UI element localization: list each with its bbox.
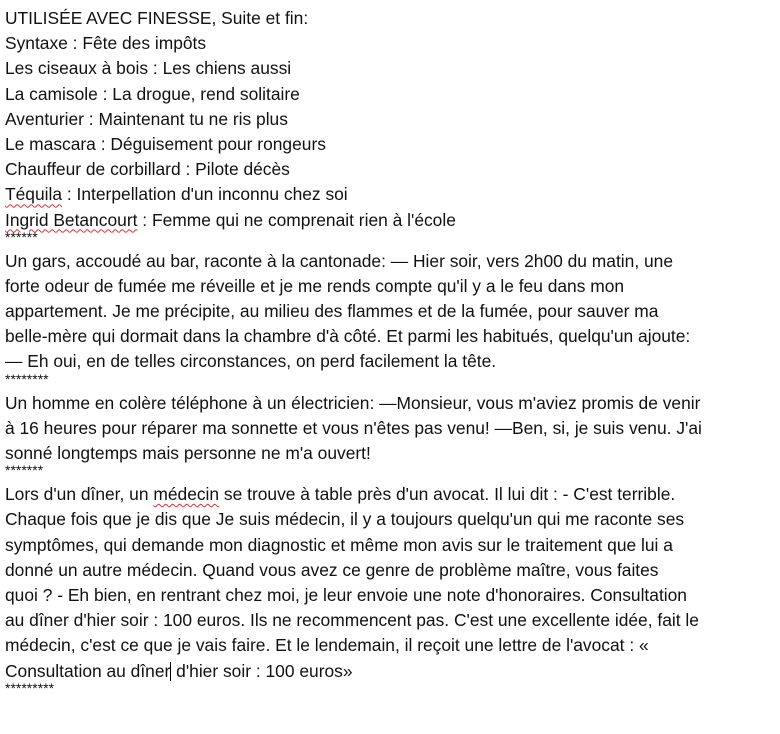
definition-term: Le mascara <box>5 133 96 154</box>
definition-text: Fête des impôts <box>82 33 207 54</box>
definition-term: Chauffeur de corbillard <box>5 159 181 180</box>
document-title: UTILISÉE AVEC FINESSE, Suite et fin: <box>5 8 309 28</box>
definition-separator: : <box>95 133 111 154</box>
definition-text: Maintenant tu ne ris plus <box>98 108 288 129</box>
paragraph-line: au dîner d'hier soir : 100 euros. Ils ne recommencent pas. C'est une excellente idée, fait le <box>5 610 699 631</box>
definition-term: Syntaxe <box>5 33 68 54</box>
definition-item <box>5 31 777 56</box>
paragraph-text: Lors d'un dîner, un <box>5 484 154 505</box>
paragraph-line: quoi ? - Eh bien, en rentrant chez moi, je leur envoie une note d'honoraires. Consultation <box>5 584 687 605</box>
paragraph-line: belle-mère qui dormait dans la chambre d'à côté. Et parmi les habitués, quelqu'un ajoute: <box>5 326 691 347</box>
definition-text: La drogue, rend solitaire <box>112 83 300 104</box>
paragraph-line: — Eh oui, en de telles circonstances, on perd facilement la tête. <box>5 351 497 372</box>
paragraph-line: Un homme en colère téléphone à un électricien: —Monsieur, vous m'aviez promis de venir <box>5 392 701 413</box>
definition-text: Déguisement pour rongeurs <box>110 133 326 154</box>
joke-paragraph <box>5 249 777 375</box>
paragraph-text: se trouve à table près d'un avocat. Il lui dit : - C'est terrible. <box>219 484 676 505</box>
definition-text: Les chiens aussi <box>162 58 292 79</box>
definition-term-misspelled[interactable]: Ingrid Betancourt <box>5 209 138 230</box>
paragraph-text: d'hier soir : 100 euros» <box>171 660 353 681</box>
definition-term: La camisole <box>5 83 98 104</box>
paragraph-line: donné un autre médecin. Quand vous avez ce genre de problème maître, vous faites <box>5 559 659 580</box>
definition-separator: : <box>137 209 152 230</box>
definition-term-misspelled[interactable]: Téquila <box>5 184 63 205</box>
definition-term: Aventurier <box>5 108 84 129</box>
definition-text: Pilote décès <box>195 159 290 180</box>
definition-term: Les ciseaux à bois <box>5 58 149 79</box>
paragraph-line: à 16 heures pour réparer ma sonnette et vous n'êtes pas venu! —Ben, si, je suis venu. J'ai <box>5 417 702 438</box>
definitions-list <box>5 31 777 233</box>
paragraph-line: appartement. Je me précipite, au milieu des flammes et de la fumée, pour sauver ma <box>5 301 659 322</box>
joke-paragraph <box>5 391 777 467</box>
definition-item <box>5 107 777 132</box>
definition-separator: : <box>97 83 113 104</box>
definition-text: Femme qui ne comprenait rien à l'école <box>151 209 456 230</box>
paragraph-line <box>5 482 777 507</box>
paragraph-line: médecin, c'est ce que je vais faire. Et le lendemain, il reçoit une lettre de l'avocat : « <box>5 635 649 656</box>
paragraph-text: Consultation au dîner <box>5 660 171 681</box>
definition-item <box>5 132 777 157</box>
definition-item <box>5 157 777 182</box>
paragraph-line: Un gars, accoudé au bar, raconte à la cantonade: — Hier soir, vers 2h00 du matin, une <box>5 250 674 271</box>
separator-stars: ****** <box>5 228 38 245</box>
definition-separator: : <box>148 58 163 79</box>
paragraph-line: Chaque fois que je dis que Je suis médecin, il y a toujours quelqu'un qui me raconte ses <box>5 509 685 530</box>
definition-text: Interpellation d'un inconnu chez soi <box>76 184 348 205</box>
definition-item <box>5 82 777 107</box>
paragraph-line: forte odeur de fumée me réveille et je me rends compte qu'il y a le feu dans mon <box>5 275 625 296</box>
definition-separator: : <box>62 184 77 205</box>
paragraph-line: sonné longtemps mais personne ne m'a ouvert! <box>5 443 371 463</box>
definition-item <box>5 182 777 207</box>
definition-separator: : <box>67 33 83 54</box>
document-body[interactable] <box>5 6 777 700</box>
joke-paragraph <box>5 482 777 684</box>
separator-stars: ********* <box>5 679 55 696</box>
misspelled-word[interactable]: médecin <box>153 484 220 505</box>
definition-item <box>5 56 777 81</box>
separator-stars: ******* <box>5 462 44 479</box>
paragraph-line: symptômes, qui demande mon diagnostic et même mon avis sur le traitement que lui a <box>5 534 673 555</box>
definition-separator: : <box>83 108 99 129</box>
separator-stars: ******** <box>5 370 49 387</box>
definition-separator: : <box>180 159 196 180</box>
